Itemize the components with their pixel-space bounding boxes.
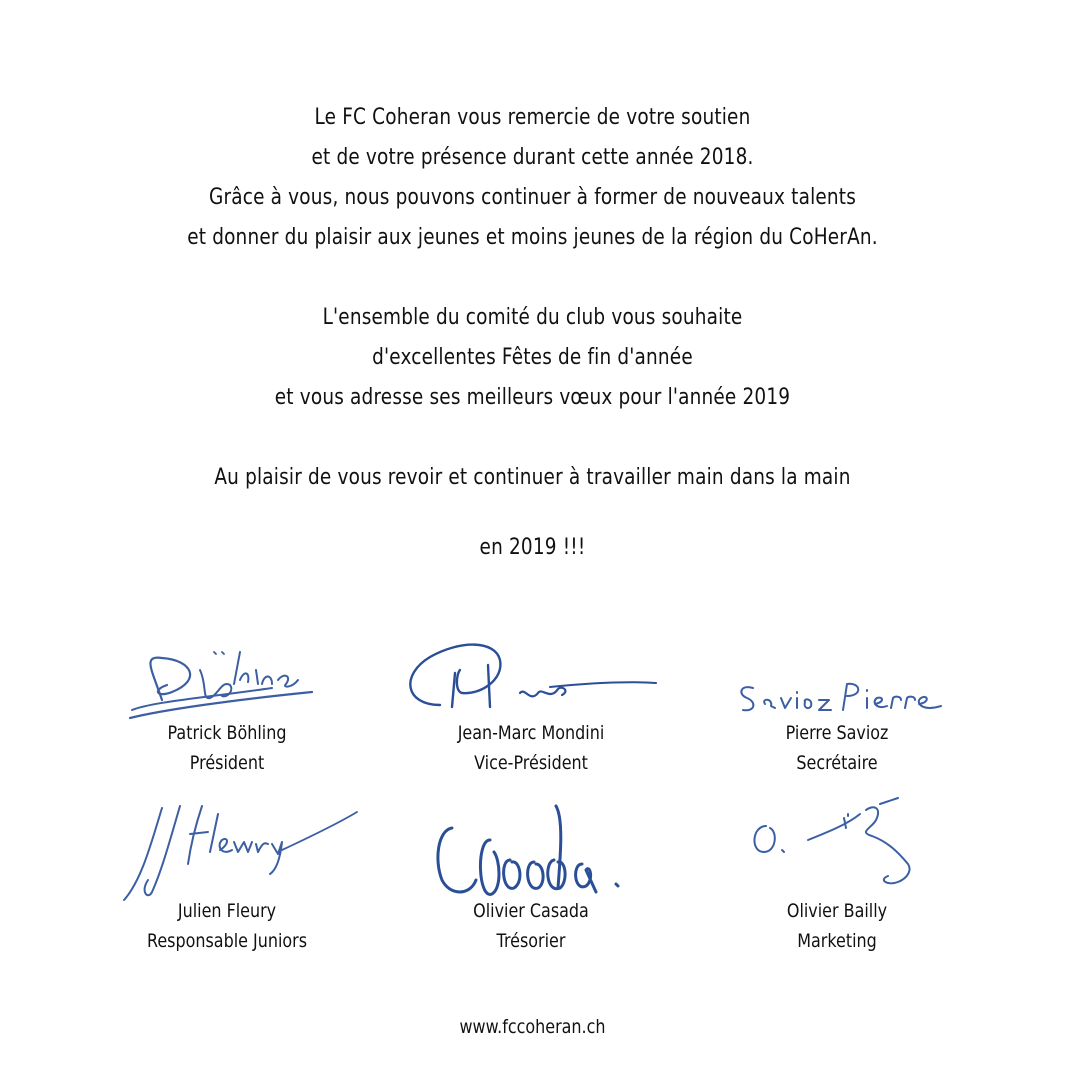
signatory-name: Olivier Casada (473, 900, 589, 922)
signatory-role: Président (189, 752, 265, 774)
message-line: et donner du plaisir aux jeunes et moins jeunes de la région du CoHerAn. (187, 225, 878, 250)
message-paragraph-1 (85, 98, 980, 258)
message-paragraph-2 (85, 298, 980, 418)
website-footer (85, 1016, 980, 1038)
message-line: d'excellentes Fêtes de fin d'année (372, 345, 693, 370)
signature-image-bohling (122, 640, 322, 730)
signatory-name: Jean-Marc Mondini (457, 722, 605, 744)
signature-image-casada (430, 800, 630, 905)
signatory-name: Olivier Bailly (786, 900, 888, 922)
signatory-name: Patrick Böhling (167, 722, 287, 744)
signature-image-mondini (400, 635, 660, 715)
message-body (85, 98, 980, 568)
message-line: Grâce à vous, nous pouvons continuer à former de nouveaux talents (208, 185, 857, 210)
message-line: et de votre présence durant cette année 2018. (311, 145, 754, 170)
signatory-role: Trésorier (496, 930, 566, 952)
message-year (85, 528, 980, 568)
message-closing (85, 458, 980, 498)
signatory-name: Julien Fleury (177, 900, 277, 922)
signatory-bailly (687, 896, 987, 956)
signatory-fleury (77, 896, 377, 956)
year-line: en 2019 !!! (479, 535, 586, 560)
signatory-casada (381, 896, 681, 956)
signatory-name: Pierre Savioz (785, 722, 889, 744)
signatory-role: Marketing (797, 930, 877, 952)
website-link[interactable]: www.fccoheran.ch (459, 1016, 606, 1038)
message-line: Le FC Coheran vous remercie de votre soutien (314, 105, 751, 130)
signature-image-savioz (735, 676, 945, 721)
signatory-role: Secrétaire (796, 752, 878, 774)
closing-line: Au plaisir de vous revoir et continuer à travailler main dans la main (214, 465, 851, 490)
message-line: et vous adresse ses meilleurs vœux pour l'année 2019 (274, 385, 791, 410)
message-line: L'ensemble du comité du club vous souhaite (322, 305, 743, 330)
signatory-savioz (687, 718, 987, 778)
signature-image-fleury (112, 800, 362, 905)
signatory-role: Responsable Juniors (146, 930, 308, 952)
signatory-role: Vice-Président (474, 752, 588, 774)
signature-image-bailly (748, 796, 928, 896)
signatory-mondini (381, 718, 681, 778)
signatory-bohling (77, 718, 377, 778)
